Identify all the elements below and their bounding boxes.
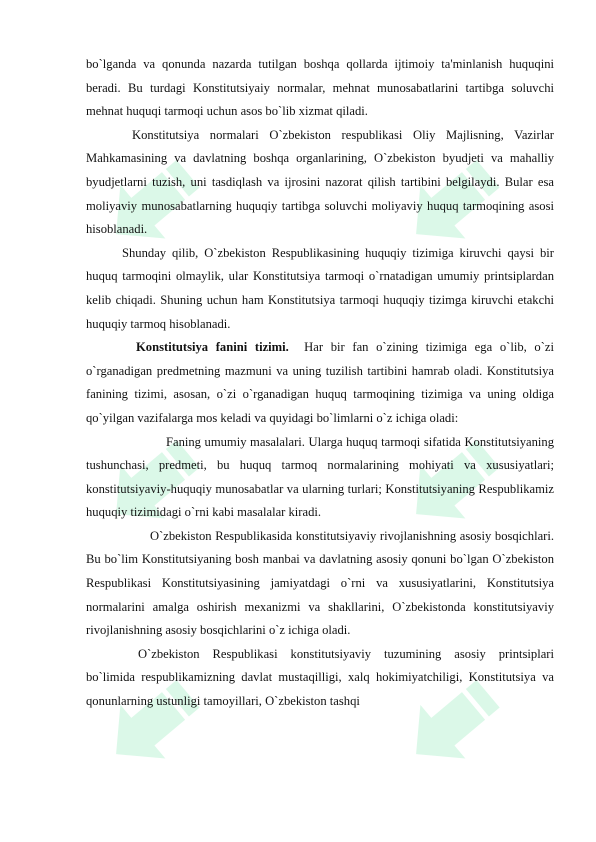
paragraph: Konstitutsiya normalari O`zbekiston respublikasi Oliy Majlisning, Vazirlar Mahkamasining va davlatning boshqa organlarining, O`zbekiston byudjeti va mahalliy byudjetlarni tuzish, uni tasdiqlash va ijrosini nazorat qilish tartibini belgilaydi. Bular esa moliyaviy munosabatlarning huquqiy tartibga soluvchi moliyaviy huquq tarmoqining asosi hisoblanadi.: [86, 127, 554, 237]
document-body: [86, 53, 554, 714]
paragraph: Shunday qilib, O`zbekiston Respublikasining huquqiy tizimiga kiruvchi qaysi bir huquq tarmoqini olmaylik, ular Konstitutsiya tarmoqi o`rnatadigan umumiy printsiplardan kelib chiqadi. Shuning uchun ham Konstitutsiya tarmoqi huquqiy tizimga kiruvchi etakchi huquqiy tarmoq hisoblanadi.: [86, 245, 554, 331]
paragraph: bo`lganda va qonunda nazarda tutilgan boshqa qollarda ijtimoiy ta'minlanish huquqini beradi. Bu turdagi Konstitutsiyaiy normalar, mehnat munosabatlarini tartibga soluvchi mehnat huquqi tarmoqi uchun asos bo`lib xizmat qiladi.: [86, 57, 554, 119]
section-heading: Konstitutsiya fanini tizimi.: [136, 340, 289, 355]
paragraph: O`zbekiston Respublikasida konstitutsiyaviy rivojlanishning asosiy bosqichlari. Bu bo`lim Konstitutsiyaning bosh manbai va davlatning asosiy qonuni bo`lgan O`zbekiston Respublikasi Konstitutsiyasining jamiyatdagi o`rni va xususiyatlarini, Konstitutsiya normalarini amalga oshirish mexanizmi va shakllarini, O`zbekistonda konstitutsiyaviy rivojlanishning asosiy bosqichlarini o`z ichiga oladi.: [86, 528, 554, 638]
paragraph: Faning umumiy masalalari. Ularga huquq tarmoqi sifatida Konstitutsiyaning tushunchasi, predmeti, bu huquq tarmoq normalarining mohiyati va xususiyatlari; konstitutsiyaviy-huquqiy munosabatlar va ularning turlari; Konstitutsiyaning Respublikamiz huquqiy tizimidagi o`rni kabi masalalar kiradi.: [86, 434, 554, 520]
paragraph: O`zbekiston Respublikasi konstitutsiyaviy tuzumining asosiy printsiplari bo`limida respublikamizning davlat mustaqilligi, xalq hokimiyatchiligi, Konstitutsiya va qonunlarning ustunligi tamoyillari, O`zbekiston tashqi: [86, 646, 554, 709]
paragraph-text: Har bir fan o`zining tizimiga ega o`lib, o`zi o`rganadigan predmetning mazmuni va uning tuzilish tartibini hamrab oladi. Konstitutsiya fanining tizimi, asosan, o`zi o`rganadigan huquq tarmoqining tizimiga va uning oldiga qo`yilgan vazifalarga mos keladi va quyidagi bo`limlarni o`z ichiga oladi:: [86, 340, 555, 425]
paragraph: [86, 336, 554, 430]
